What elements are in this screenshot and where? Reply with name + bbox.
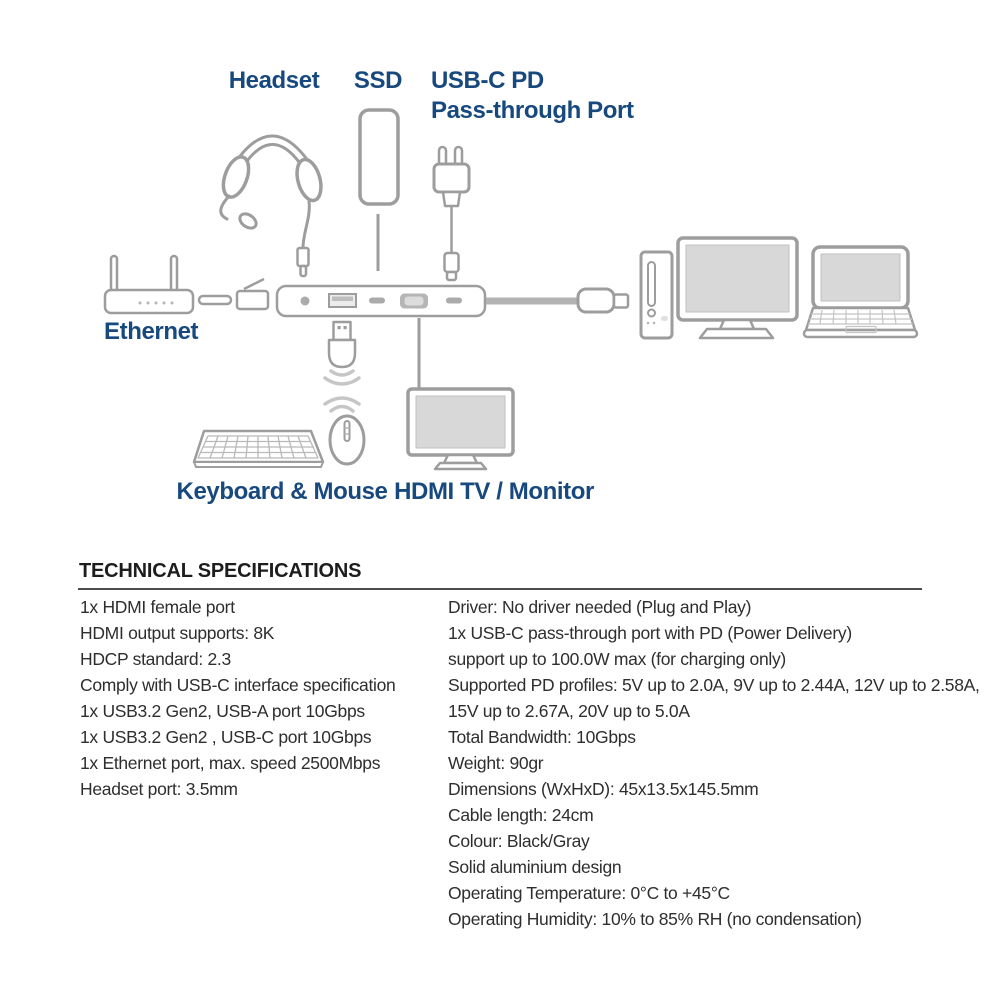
usb-hub-icon (277, 286, 485, 316)
headset-icon (218, 136, 325, 276)
spec-line: 1x HDMI female port (80, 597, 235, 617)
usb-dongle-icon (329, 322, 355, 367)
spec-line: Operating Temperature: 0°C to +45°C (448, 883, 730, 903)
label-usb-c-pd-line2: Pass-through Port (431, 97, 634, 124)
specs-left-column (80, 594, 395, 802)
hub-audio-port (301, 297, 310, 306)
label-ssd: SSD (353, 67, 403, 94)
mouse-icon (330, 416, 364, 464)
usb-c-plug-icon (486, 289, 628, 312)
ssd-icon (360, 110, 398, 271)
spec-line: HDMI output supports: 8K (80, 623, 275, 643)
wireless-waves-icon (325, 371, 359, 411)
spec-line: 1x USB3.2 Gen2 , USB-C port 10Gbps (80, 727, 372, 747)
spec-line: Dimensions (WxHxD): 45x13.5x145.5mm (448, 779, 759, 799)
spec-line: 1x USB3.2 Gen2, USB-A port 10Gbps (80, 701, 365, 721)
hub-usb-c-port-2 (446, 298, 462, 304)
spec-line: Solid aluminium design (448, 857, 622, 877)
laptop-icon (804, 247, 917, 337)
keyboard-icon (194, 431, 323, 467)
specs-right-column (448, 594, 980, 932)
spec-line: 1x USB-C pass-through port with PD (Power Delivery) (448, 623, 852, 643)
desktop-tower-icon (641, 252, 672, 338)
spec-line: Total Bandwidth: 10Gbps (448, 727, 636, 747)
spec-line: Cable length: 24cm (448, 805, 594, 825)
power-adapter-icon (434, 147, 469, 280)
spec-line: support up to 100.0W max (for charging only) (448, 649, 786, 669)
spec-line: Colour: Black/Gray (448, 831, 590, 851)
label-usb-c-pd-line1: USB-C PD (431, 67, 544, 94)
spec-line: Operating Humidity: 10% to 85% RH (no condensation) (448, 909, 862, 929)
hdmi-monitor-icon (408, 318, 513, 469)
spec-line: Comply with USB-C interface specification (80, 675, 396, 695)
specs-title: TECHNICAL SPECIFICATIONS (79, 560, 362, 582)
label-headset: Headset (228, 67, 320, 94)
spec-line: Supported PD profiles: 5V up to 2.0A, 9V up to 2.44A, 12V up to 2.58A, (448, 675, 980, 695)
label-hdmi-tv: HDMI TV / Monitor (394, 478, 594, 505)
label-ethernet: Ethernet (104, 318, 199, 345)
label-keyboard-mouse: Keyboard & Mouse (176, 478, 388, 505)
label-usb-c-pd (431, 66, 634, 126)
spec-line: HDCP standard: 2.3 (80, 649, 231, 669)
spec-line: 15V up to 2.67A, 20V up to 5.0A (448, 701, 690, 721)
hub-usb-c-port-1 (369, 298, 385, 304)
spec-line: Driver: No driver needed (Plug and Play) (448, 597, 752, 617)
router-icon (105, 256, 193, 313)
desktop-monitor-icon (678, 238, 797, 338)
specs-divider (78, 588, 922, 590)
spec-line: 1x Ethernet port, max. speed 2500Mbps (80, 753, 381, 773)
rj45-plug-icon (199, 279, 268, 309)
spec-line: Headset port: 3.5mm (80, 779, 238, 799)
spec-line: Weight: 90gr (448, 753, 544, 773)
